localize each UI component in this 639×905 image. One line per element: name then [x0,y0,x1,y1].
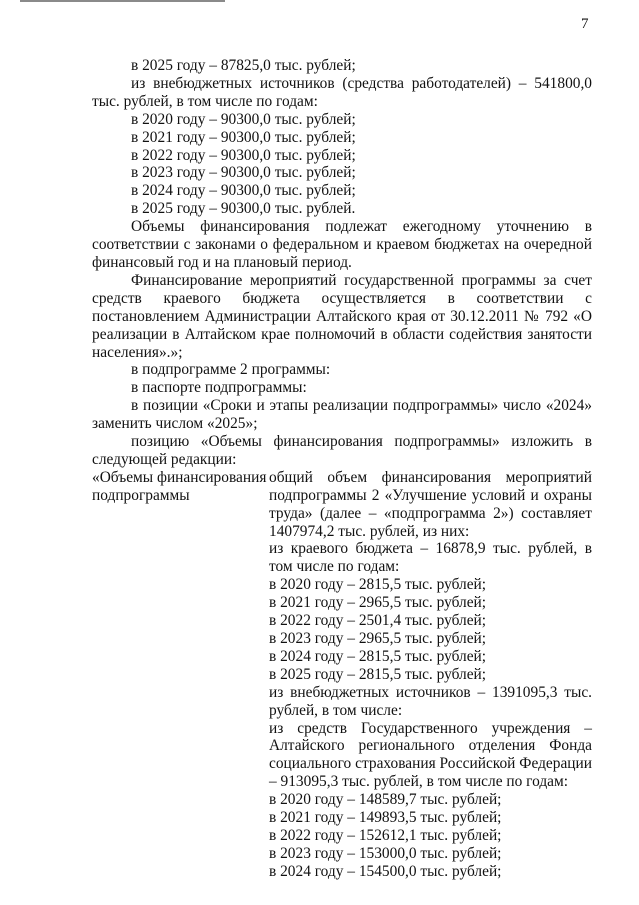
table-line: в 2023 году – 153000,0 тыс. рублей; [269,844,502,862]
table-line: из внебюджетных источников – 1391095,3 тыс. рублей, в том числе: [269,683,592,719]
paragraph: в подпрограмме 2 программы: [131,361,331,379]
table-line: в 2020 году – 2815,5 тыс. рублей; [269,576,487,594]
paragraph: в 2020 году – 90300,0 тыс. рублей; [131,110,356,128]
document-body [92,57,592,881]
paragraph: из внебюджетных источников (средства работодателей) – 541800,0 тыс. рублей, в том числе по годам: [92,74,592,110]
paragraph: позицию «Объемы финансирования подпрограммы» изложить в следующей редакции: [92,433,592,468]
table-line: в 2021 году – 2965,5 тыс. рублей; [269,594,487,612]
table-line: в 2025 году – 2815,5 тыс. рублей; [269,665,487,683]
financing-table [92,469,592,881]
paragraph: в 2023 году – 90300,0 тыс. рублей; [131,164,356,182]
top-rule [20,0,225,2]
paragraph: в паспорте подпрограммы: [131,379,307,397]
table-line: в 2020 году – 148589,7 тыс. рублей; [269,791,502,809]
table-line: в 2022 году – 152612,1 тыс. рублей; [269,826,502,844]
paragraph: в 2024 году – 90300,0 тыс. рублей; [131,182,356,200]
table-line: в 2024 году – 154500,0 тыс. рублей; [269,862,502,880]
table-right-content [269,469,592,881]
paragraph: в 2025 году – 90300,0 тыс. рублей. [131,200,356,218]
paragraph: в 2022 году – 90300,0 тыс. рублей; [131,146,356,164]
table-left-label: «Объемы финансирования подпрограммы [92,468,267,504]
paragraph: в 2021 году – 90300,0 тыс. рублей; [131,128,356,146]
table-line: из средств Государственного учреждения – Алтайского регионального отделения Фонда социального страхования Российской Федерации – 913095,3 тыс. рублей, в том числе по годам: [269,719,592,791]
paragraph: Финансирование мероприятий государственной программы за счет средств краевого бюджета осуществляется в соответствии с постановлением Администрации Алтайского края от 30.12.2011 № 792 «О реализации в Алтайском крае полномочий в области содействия занятости населения».»; [92,271,592,361]
table-line: в 2022 году – 2501,4 тыс. рублей; [269,612,487,630]
table-line: в 2021 году – 149893,5 тыс. рублей; [269,809,502,827]
table-line: в 2024 году – 2815,5 тыс. рублей; [269,647,487,665]
table-line: общий объем финансирования мероприятий подпрограммы 2 «Улучшение условий и охраны труда» (далее – «подпрограмма 2») составляет 1407974,2 тыс. рублей, из них: [269,468,592,540]
paragraphs-before [92,57,592,469]
table-line: в 2023 году – 2965,5 тыс. рублей; [269,630,487,647]
table-line: из краевого бюджета – 16878,9 тыс. рублей, в том числе по годам: [269,540,592,576]
paragraph: в 2025 году – 87825,0 тыс. рублей; [131,57,356,74]
paragraph: в позиции «Сроки и этапы реализации подпрограммы» число «2024» заменить числом «2025»; [92,397,592,433]
paragraph: Объемы финансирования подлежат ежегодному уточнению в соответствии с законами о федеральном и краевом бюджетах на очередной финансовый год и на плановый период. [92,218,592,271]
page-number: 7 [581,16,589,32]
